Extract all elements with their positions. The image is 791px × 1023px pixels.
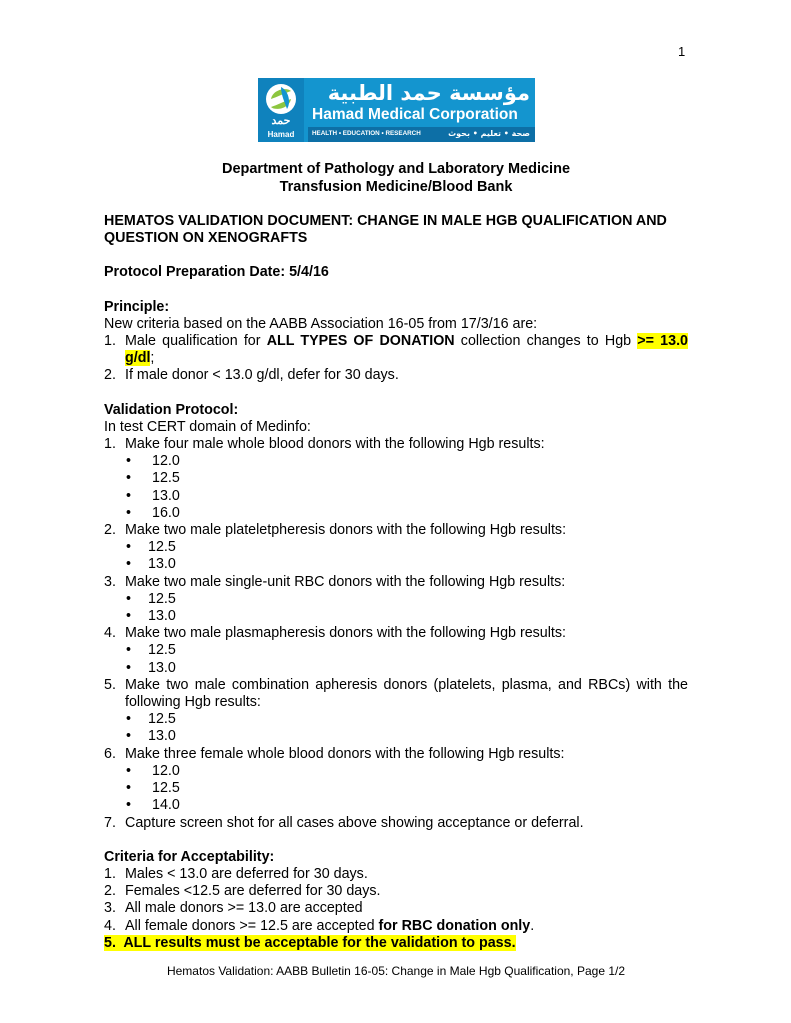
principle-item-number: 2. — [104, 367, 116, 384]
hgb-value-item: • 14.0 — [126, 797, 180, 814]
hgb-value-item: • 13.0 — [126, 487, 180, 504]
logo-mark-english: Hamad — [267, 130, 295, 139]
validation-intro: In test CERT domain of Medinfo: — [104, 418, 311, 435]
criteria-heading: Criteria for Acceptability: — [104, 848, 275, 865]
hgb-value-item: • 13.0 — [126, 659, 176, 676]
hgb-value-item: • 12.5 — [126, 539, 176, 556]
criteria-item-2: 2. Females <12.5 are deferred for 30 days. — [104, 883, 381, 900]
logo-tagline-arabic: صحة • تعليم • بحوث — [448, 129, 530, 138]
bullet-icon: • — [126, 539, 132, 556]
hmc-logo — [258, 78, 535, 142]
bullet-icon: • — [126, 780, 132, 797]
department-name: Department of Pathology and Laboratory Medicine — [221, 161, 571, 177]
bullet-icon: • — [126, 762, 132, 779]
principle-item-number: 1. — [104, 333, 116, 350]
validation-step-4: 4. Make two male plasmapheresis donors with the following Hgb results: — [104, 625, 567, 642]
bullet-icon: • — [126, 556, 132, 573]
logo-mark — [258, 78, 304, 142]
department-header — [104, 160, 688, 196]
hgb-threshold-highlight: >= 13.0 g/dl — [125, 333, 688, 367]
document-title — [104, 213, 688, 247]
criteria-item-4: 4. All female donors >= 12.5 are accepted for RBC donation only. — [104, 917, 535, 934]
document-title-line-1: HEMATOS VALIDATION DOCUMENT: CHANGE IN MALE HGB QUALIFICATION AND — [104, 213, 667, 229]
validation-heading: Validation Protocol: — [104, 401, 239, 418]
bullet-icon: • — [126, 590, 132, 607]
principle-item-2 — [104, 367, 688, 384]
criteria-item-1: 1. Males < 13.0 are deferred for 30 days. — [104, 865, 368, 882]
principle-item-text: Male qualification for ALL TYPES OF DONATION collection changes to Hgb >= 13.0 g/dl; — [125, 333, 688, 367]
hgb-value-item: • 12.5 — [126, 642, 176, 659]
hgb-value-item: • 16.0 — [126, 504, 180, 521]
hgb-value-item: • 13.0 — [126, 608, 176, 625]
division-name: Transfusion Medicine/Blood Bank — [279, 179, 513, 195]
hgb-value-item: • 12.5 — [126, 780, 180, 797]
bullet-icon: • — [126, 642, 132, 659]
principle-item-1 — [104, 333, 688, 367]
principle-item-text: If male donor < 13.0 g/dl, defer for 30 days. — [125, 367, 399, 384]
bullet-icon: • — [126, 504, 132, 521]
hgb-value-item: • 13.0 — [126, 728, 176, 745]
page-footer: Hematos Validation: AABB Bulletin 16-05: Change in Male Hgb Qualification, Page 1/2 — [166, 964, 626, 978]
hgb-value-item: • 13.0 — [126, 556, 176, 573]
criteria-item-5 — [104, 935, 688, 952]
criteria-item-3: 3. All male donors >= 13.0 are accepted — [104, 900, 363, 917]
principle-intro: New criteria based on the AABB Association 16-05 from 17/3/16 are: — [104, 315, 538, 332]
validation-step-3: 3. Make two male single-unit RBC donors with the following Hgb results: — [104, 573, 566, 590]
hgb-value-item: • 12.0 — [126, 762, 180, 779]
protocol-date: Protocol Preparation Date: 5/4/16 — [104, 264, 329, 281]
hgb-value-item: • 12.5 — [126, 470, 180, 487]
rbc-only-emphasis: for RBC donation only — [378, 917, 531, 934]
page-number: 1 — [678, 44, 686, 59]
bullet-icon: • — [126, 797, 132, 814]
validation-pass-highlight: 5. ALL results must be acceptable for the validation to pass. — [104, 934, 516, 951]
logo-arabic-name: مؤسسة حمد الطبية — [327, 81, 530, 105]
logo-english-name: Hamad Medical Corporation — [312, 106, 518, 123]
bullet-icon: • — [126, 470, 132, 487]
validation-step-7: 7. Capture screen shot for all cases above showing acceptance or deferral. — [104, 814, 584, 831]
document-title-line-2: QUESTION ON XENOGRAFTS — [104, 230, 308, 247]
validation-step-2: 2. Make two male plateletpheresis donors with the following Hgb results: — [104, 522, 567, 539]
validation-step-5: 5. Make two male combination apheresis donors (platelets, plasma, and RBCs) with the following Hgb results: — [104, 676, 688, 711]
validation-step-6: 6. Make three female whole blood donors with the following Hgb results: — [104, 745, 565, 762]
logo-mark-arabic: حمد — [271, 115, 291, 127]
document-body — [104, 213, 688, 952]
logo-tagline-english: HEALTH • EDUCATION • RESEARCH — [312, 130, 421, 137]
bullet-icon: • — [126, 453, 132, 470]
bullet-icon: • — [126, 728, 132, 745]
hgb-value-item: • 12.5 — [126, 711, 176, 728]
hgb-value-item: • 12.0 — [126, 453, 180, 470]
bullet-icon: • — [126, 659, 132, 676]
validation-step-1: 1. Make four male whole blood donors with the following Hgb results: — [104, 436, 545, 453]
donation-types-emphasis: ALL TYPES OF DONATION — [266, 333, 455, 350]
hgb-value-item: • 12.5 — [126, 590, 176, 607]
bullet-icon: • — [126, 711, 132, 728]
principle-heading: Principle: — [104, 298, 170, 315]
bullet-icon: • — [126, 487, 132, 504]
leaf-emblem-icon — [263, 83, 299, 115]
bullet-icon: • — [126, 608, 132, 625]
